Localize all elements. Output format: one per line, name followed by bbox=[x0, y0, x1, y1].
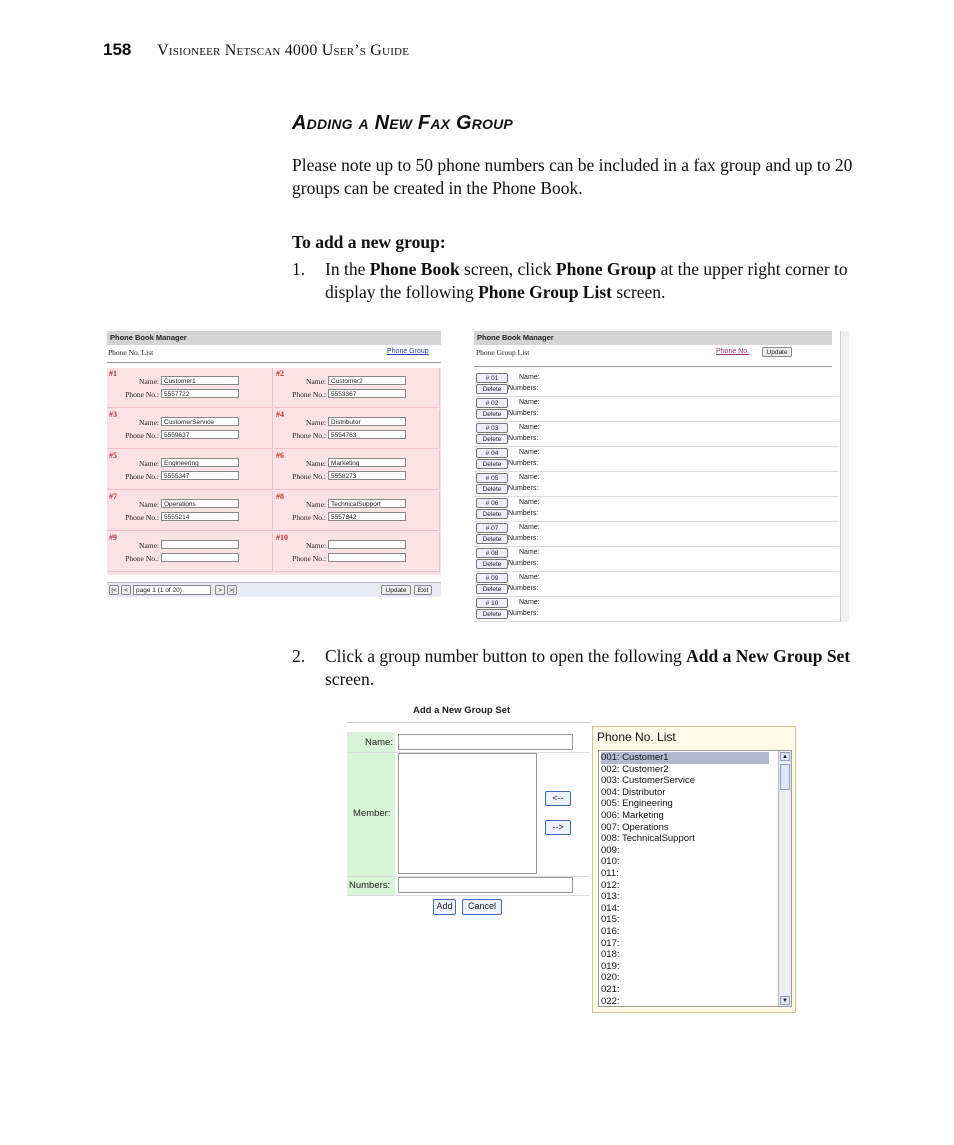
text-run: screen. bbox=[325, 669, 375, 689]
name-label: Name: bbox=[139, 418, 159, 427]
name-input[interactable] bbox=[161, 540, 239, 549]
numbers-label: Numbers: bbox=[508, 485, 539, 492]
divider bbox=[107, 362, 441, 363]
delete-button[interactable]: Delete bbox=[476, 409, 508, 419]
procedure-heading: To add a new group: bbox=[292, 232, 446, 252]
delete-button[interactable]: Delete bbox=[476, 484, 508, 494]
scroll-thumb[interactable] bbox=[780, 764, 790, 790]
entry-number: #7 bbox=[109, 492, 117, 501]
entry-cell bbox=[274, 450, 440, 490]
list-item[interactable]: 017: bbox=[601, 937, 620, 949]
group-row bbox=[474, 596, 839, 622]
member-label: Member: bbox=[353, 808, 391, 819]
name-label: Name: bbox=[519, 474, 540, 481]
list-item[interactable]: 012: bbox=[601, 879, 620, 891]
name-label: Name: bbox=[306, 377, 326, 386]
group-number-button[interactable]: # 02 bbox=[476, 398, 508, 408]
phone-no-link[interactable]: Phone No. bbox=[716, 348, 750, 355]
name-label: Name: bbox=[306, 541, 326, 550]
name-label: Name: bbox=[519, 449, 540, 456]
group-row bbox=[474, 471, 839, 497]
step-1 bbox=[292, 258, 862, 308]
numbers-label: Numbers: bbox=[508, 510, 539, 517]
phone-label: Phone No.: bbox=[125, 513, 159, 522]
list-item[interactable]: 004: Distributor bbox=[601, 786, 666, 798]
numbers-label: Numbers: bbox=[508, 535, 539, 542]
list-item[interactable]: 018: bbox=[601, 949, 620, 961]
entry-number: #1 bbox=[109, 369, 117, 378]
delete-button[interactable]: Delete bbox=[476, 384, 508, 394]
vertical-scrollbar[interactable] bbox=[840, 331, 849, 622]
update-button[interactable]: Update bbox=[381, 585, 411, 595]
entry-number: #5 bbox=[109, 451, 117, 460]
scroll-up-icon[interactable]: ▲ bbox=[780, 752, 790, 761]
phone-no-listbox[interactable] bbox=[598, 750, 792, 1007]
phone-label: Phone No.: bbox=[125, 390, 159, 399]
phone-label: Phone No.: bbox=[292, 472, 326, 481]
numbers-label: Numbers: bbox=[508, 585, 539, 592]
list-item[interactable]: 016: bbox=[601, 926, 620, 937]
pager-bar bbox=[107, 582, 441, 597]
group-row bbox=[474, 396, 839, 422]
screen-subtitle: Phone No. List bbox=[108, 348, 154, 357]
group-number-button[interactable]: # 08 bbox=[476, 548, 508, 558]
last-page-button[interactable]: >| bbox=[227, 585, 237, 595]
step-number: 2. bbox=[292, 646, 306, 666]
step-text bbox=[325, 645, 860, 691]
cancel-button[interactable]: Cancel bbox=[462, 899, 502, 915]
add-button[interactable]: Add bbox=[433, 899, 456, 915]
prev-page-button[interactable]: < bbox=[121, 585, 131, 595]
name-input[interactable]: TechnicalSupport bbox=[328, 499, 406, 508]
entry-cell bbox=[107, 368, 273, 408]
entry-cell bbox=[107, 450, 273, 490]
entry-number: #3 bbox=[109, 410, 117, 419]
list-item[interactable]: 006: Marketing bbox=[601, 810, 664, 821]
name-input[interactable]: Distributor bbox=[328, 417, 406, 426]
group-number-button[interactable]: # 10 bbox=[476, 598, 508, 608]
name-label: Name: bbox=[139, 459, 159, 468]
form-title: Add a New Group Set bbox=[413, 705, 511, 716]
group-number-button[interactable]: # 03 bbox=[476, 423, 508, 433]
group-number-button[interactable]: # 09 bbox=[476, 573, 508, 583]
entry-cell bbox=[274, 368, 440, 408]
name-input[interactable] bbox=[398, 734, 573, 750]
next-page-button[interactable]: > bbox=[215, 585, 225, 595]
list-item[interactable]: 019: bbox=[601, 960, 620, 972]
divider bbox=[474, 366, 832, 367]
numbers-label: Numbers: bbox=[508, 560, 539, 567]
group-row bbox=[474, 546, 839, 572]
delete-button[interactable]: Delete bbox=[476, 584, 508, 594]
list-item[interactable]: 005: Engineering bbox=[601, 798, 673, 810]
name-label: Name: bbox=[519, 549, 540, 556]
list-item[interactable]: 003: CustomerService bbox=[601, 775, 695, 787]
name-input[interactable]: Customer2 bbox=[328, 376, 406, 385]
name-input[interactable]: Operations bbox=[161, 499, 239, 508]
entry-number: #8 bbox=[276, 492, 284, 501]
phone-label: Phone No.: bbox=[292, 554, 326, 563]
numbers-label: Numbers: bbox=[508, 410, 539, 417]
section-title: Adding a New Fax Group bbox=[292, 112, 513, 134]
phone-label: Phone No.: bbox=[125, 472, 159, 481]
phone-input[interactable]: 5553367 bbox=[328, 389, 406, 398]
numbers-label: Numbers: bbox=[349, 880, 391, 891]
bold-term: Add a New Group Set bbox=[686, 646, 851, 666]
list-item[interactable]: 009: bbox=[601, 844, 620, 856]
group-number-button[interactable]: # 04 bbox=[476, 448, 508, 458]
intro-paragraph: Please note up to 50 phone numbers can be included in a fax group and up to 20 groups can be created in the Phone Book. bbox=[292, 155, 853, 198]
delete-button[interactable]: Delete bbox=[476, 609, 508, 619]
page-indicator[interactable]: page 1 (1 of 20) bbox=[133, 585, 211, 595]
list-item[interactable]: 022: bbox=[601, 995, 620, 1007]
name-label: Name: bbox=[365, 737, 393, 748]
group-number-button[interactable]: # 06 bbox=[476, 498, 508, 508]
name-label: Name: bbox=[519, 374, 540, 381]
entry-cell bbox=[107, 532, 273, 572]
delete-button[interactable]: Delete bbox=[476, 559, 508, 569]
numbers-label: Numbers: bbox=[508, 385, 539, 392]
group-row bbox=[474, 521, 839, 547]
list-item[interactable]: 002: Customer2 bbox=[601, 763, 669, 775]
entry-number: #6 bbox=[276, 451, 284, 460]
divider bbox=[347, 895, 590, 896]
entry-number: #10 bbox=[276, 533, 288, 542]
name-label: Name: bbox=[519, 399, 540, 406]
text-run: at the upper right corner to display the following bbox=[325, 259, 848, 302]
group-row bbox=[474, 446, 839, 472]
name-input[interactable] bbox=[328, 540, 406, 549]
phone-label: Phone No.: bbox=[292, 513, 326, 522]
numbers-input[interactable] bbox=[398, 877, 573, 893]
list-item[interactable]: 010: bbox=[601, 856, 620, 868]
phone-input[interactable]: 5558273 bbox=[328, 471, 406, 480]
name-input[interactable]: Customer1 bbox=[161, 376, 239, 385]
group-number-button[interactable]: # 07 bbox=[476, 523, 508, 533]
name-input[interactable]: Engineering bbox=[161, 458, 239, 467]
phone-label: Phone No.: bbox=[292, 390, 326, 399]
text-run: screen. bbox=[611, 282, 666, 302]
name-input[interactable]: CustomerService bbox=[161, 417, 239, 426]
phone-group-link[interactable]: Phone Group bbox=[387, 348, 429, 355]
phone-label: Phone No.: bbox=[292, 431, 326, 440]
phone-no-list-panel bbox=[592, 726, 796, 1013]
name-label: Name: bbox=[306, 500, 326, 509]
delete-button[interactable]: Delete bbox=[476, 534, 508, 544]
name-label: Name: bbox=[139, 541, 159, 550]
list-item[interactable]: 008: TechnicalSupport bbox=[601, 833, 695, 845]
running-head bbox=[103, 40, 409, 60]
name-label: Name: bbox=[519, 499, 540, 506]
bold-term: Phone Group List bbox=[478, 282, 612, 302]
list-item[interactable]: 013: bbox=[601, 891, 620, 903]
phone-input[interactable] bbox=[161, 553, 239, 562]
entry-grid bbox=[107, 368, 441, 575]
guide-title: Visioneer Netscan 4000 User’s Guide bbox=[157, 42, 410, 59]
entry-cell bbox=[274, 409, 440, 449]
name-label: Name: bbox=[306, 459, 326, 468]
entry-number: #4 bbox=[276, 410, 284, 419]
phone-book-screenshot bbox=[107, 331, 441, 599]
delete-button[interactable]: Delete bbox=[476, 509, 508, 519]
phone-input[interactable]: 5557722 bbox=[161, 389, 239, 398]
add-group-screenshot bbox=[347, 703, 590, 918]
first-page-button[interactable]: |< bbox=[109, 585, 119, 595]
name-label: Name: bbox=[519, 599, 540, 606]
group-number-button[interactable]: # 01 bbox=[476, 373, 508, 383]
vertical-scrollbar[interactable] bbox=[778, 751, 791, 1006]
divider bbox=[347, 722, 590, 723]
step-number: 1. bbox=[292, 259, 306, 279]
list-item[interactable]: 020: bbox=[601, 972, 620, 984]
phone-label: Phone No.: bbox=[125, 554, 159, 563]
group-number-button[interactable]: # 05 bbox=[476, 473, 508, 483]
phone-label: Phone No.: bbox=[125, 431, 159, 440]
phone-input[interactable]: 5554763 bbox=[328, 430, 406, 439]
text-run: Click a group number button to open the following bbox=[325, 646, 687, 666]
phone-input[interactable]: 5557842 bbox=[328, 512, 406, 521]
phone-input[interactable]: 5559637 bbox=[161, 430, 239, 439]
list-item[interactable]: 001: Customer1 bbox=[601, 752, 769, 764]
phone-input[interactable]: 5555214 bbox=[161, 512, 239, 521]
list-item[interactable]: 011: bbox=[601, 868, 619, 879]
text-run: screen, click bbox=[459, 259, 556, 279]
list-item[interactable]: 021: bbox=[601, 984, 620, 995]
group-row bbox=[474, 496, 839, 522]
remove-member-button[interactable]: <-- bbox=[545, 791, 571, 806]
numbers-label: Numbers: bbox=[508, 610, 539, 617]
entry-cell bbox=[107, 491, 273, 531]
group-row bbox=[474, 371, 839, 397]
name-label: Name: bbox=[519, 524, 540, 531]
name-label: Name: bbox=[519, 574, 540, 581]
phone-input[interactable] bbox=[328, 553, 406, 562]
list-item[interactable]: 014: bbox=[601, 902, 620, 914]
bold-term: Phone Book bbox=[369, 259, 460, 279]
screen-header: Phone Book Manager bbox=[474, 331, 832, 345]
numbers-label: Numbers: bbox=[508, 460, 539, 467]
name-input[interactable]: Marketing bbox=[328, 458, 406, 467]
bold-term: Phone Group bbox=[555, 259, 657, 279]
name-label: Name: bbox=[139, 377, 159, 386]
exit-button[interactable]: Exit bbox=[414, 585, 432, 595]
entry-cell bbox=[107, 409, 273, 449]
group-row bbox=[474, 421, 839, 447]
screen-header: Phone Book Manager bbox=[107, 331, 441, 345]
text-run: In the bbox=[325, 259, 370, 279]
delete-button[interactable]: Delete bbox=[476, 459, 508, 469]
scroll-down-icon[interactable]: ▼ bbox=[780, 996, 790, 1005]
entry-cell bbox=[274, 491, 440, 531]
entry-cell bbox=[274, 532, 440, 572]
name-label: Name: bbox=[519, 424, 540, 431]
name-label: Name: bbox=[139, 500, 159, 509]
entry-number: #2 bbox=[276, 369, 284, 378]
step-2 bbox=[292, 645, 862, 695]
phone-group-screenshot bbox=[474, 331, 848, 622]
delete-button[interactable]: Delete bbox=[476, 434, 508, 444]
group-row bbox=[474, 571, 839, 597]
phone-input[interactable]: 5555347 bbox=[161, 471, 239, 480]
list-item[interactable]: 015: bbox=[601, 914, 620, 926]
add-member-button[interactable]: --> bbox=[545, 820, 571, 835]
entry-number: #9 bbox=[109, 533, 117, 542]
step-text bbox=[325, 258, 860, 304]
panel-title: Phone No. List bbox=[597, 730, 676, 744]
screen-subtitle: Phone Group List bbox=[476, 348, 530, 357]
page-number: 158 bbox=[103, 40, 132, 59]
name-label: Name: bbox=[306, 418, 326, 427]
list-item[interactable]: 007: Operations bbox=[601, 821, 669, 833]
update-button[interactable]: Update bbox=[762, 347, 792, 357]
member-listbox[interactable] bbox=[398, 753, 537, 874]
numbers-label: Numbers: bbox=[508, 435, 539, 442]
